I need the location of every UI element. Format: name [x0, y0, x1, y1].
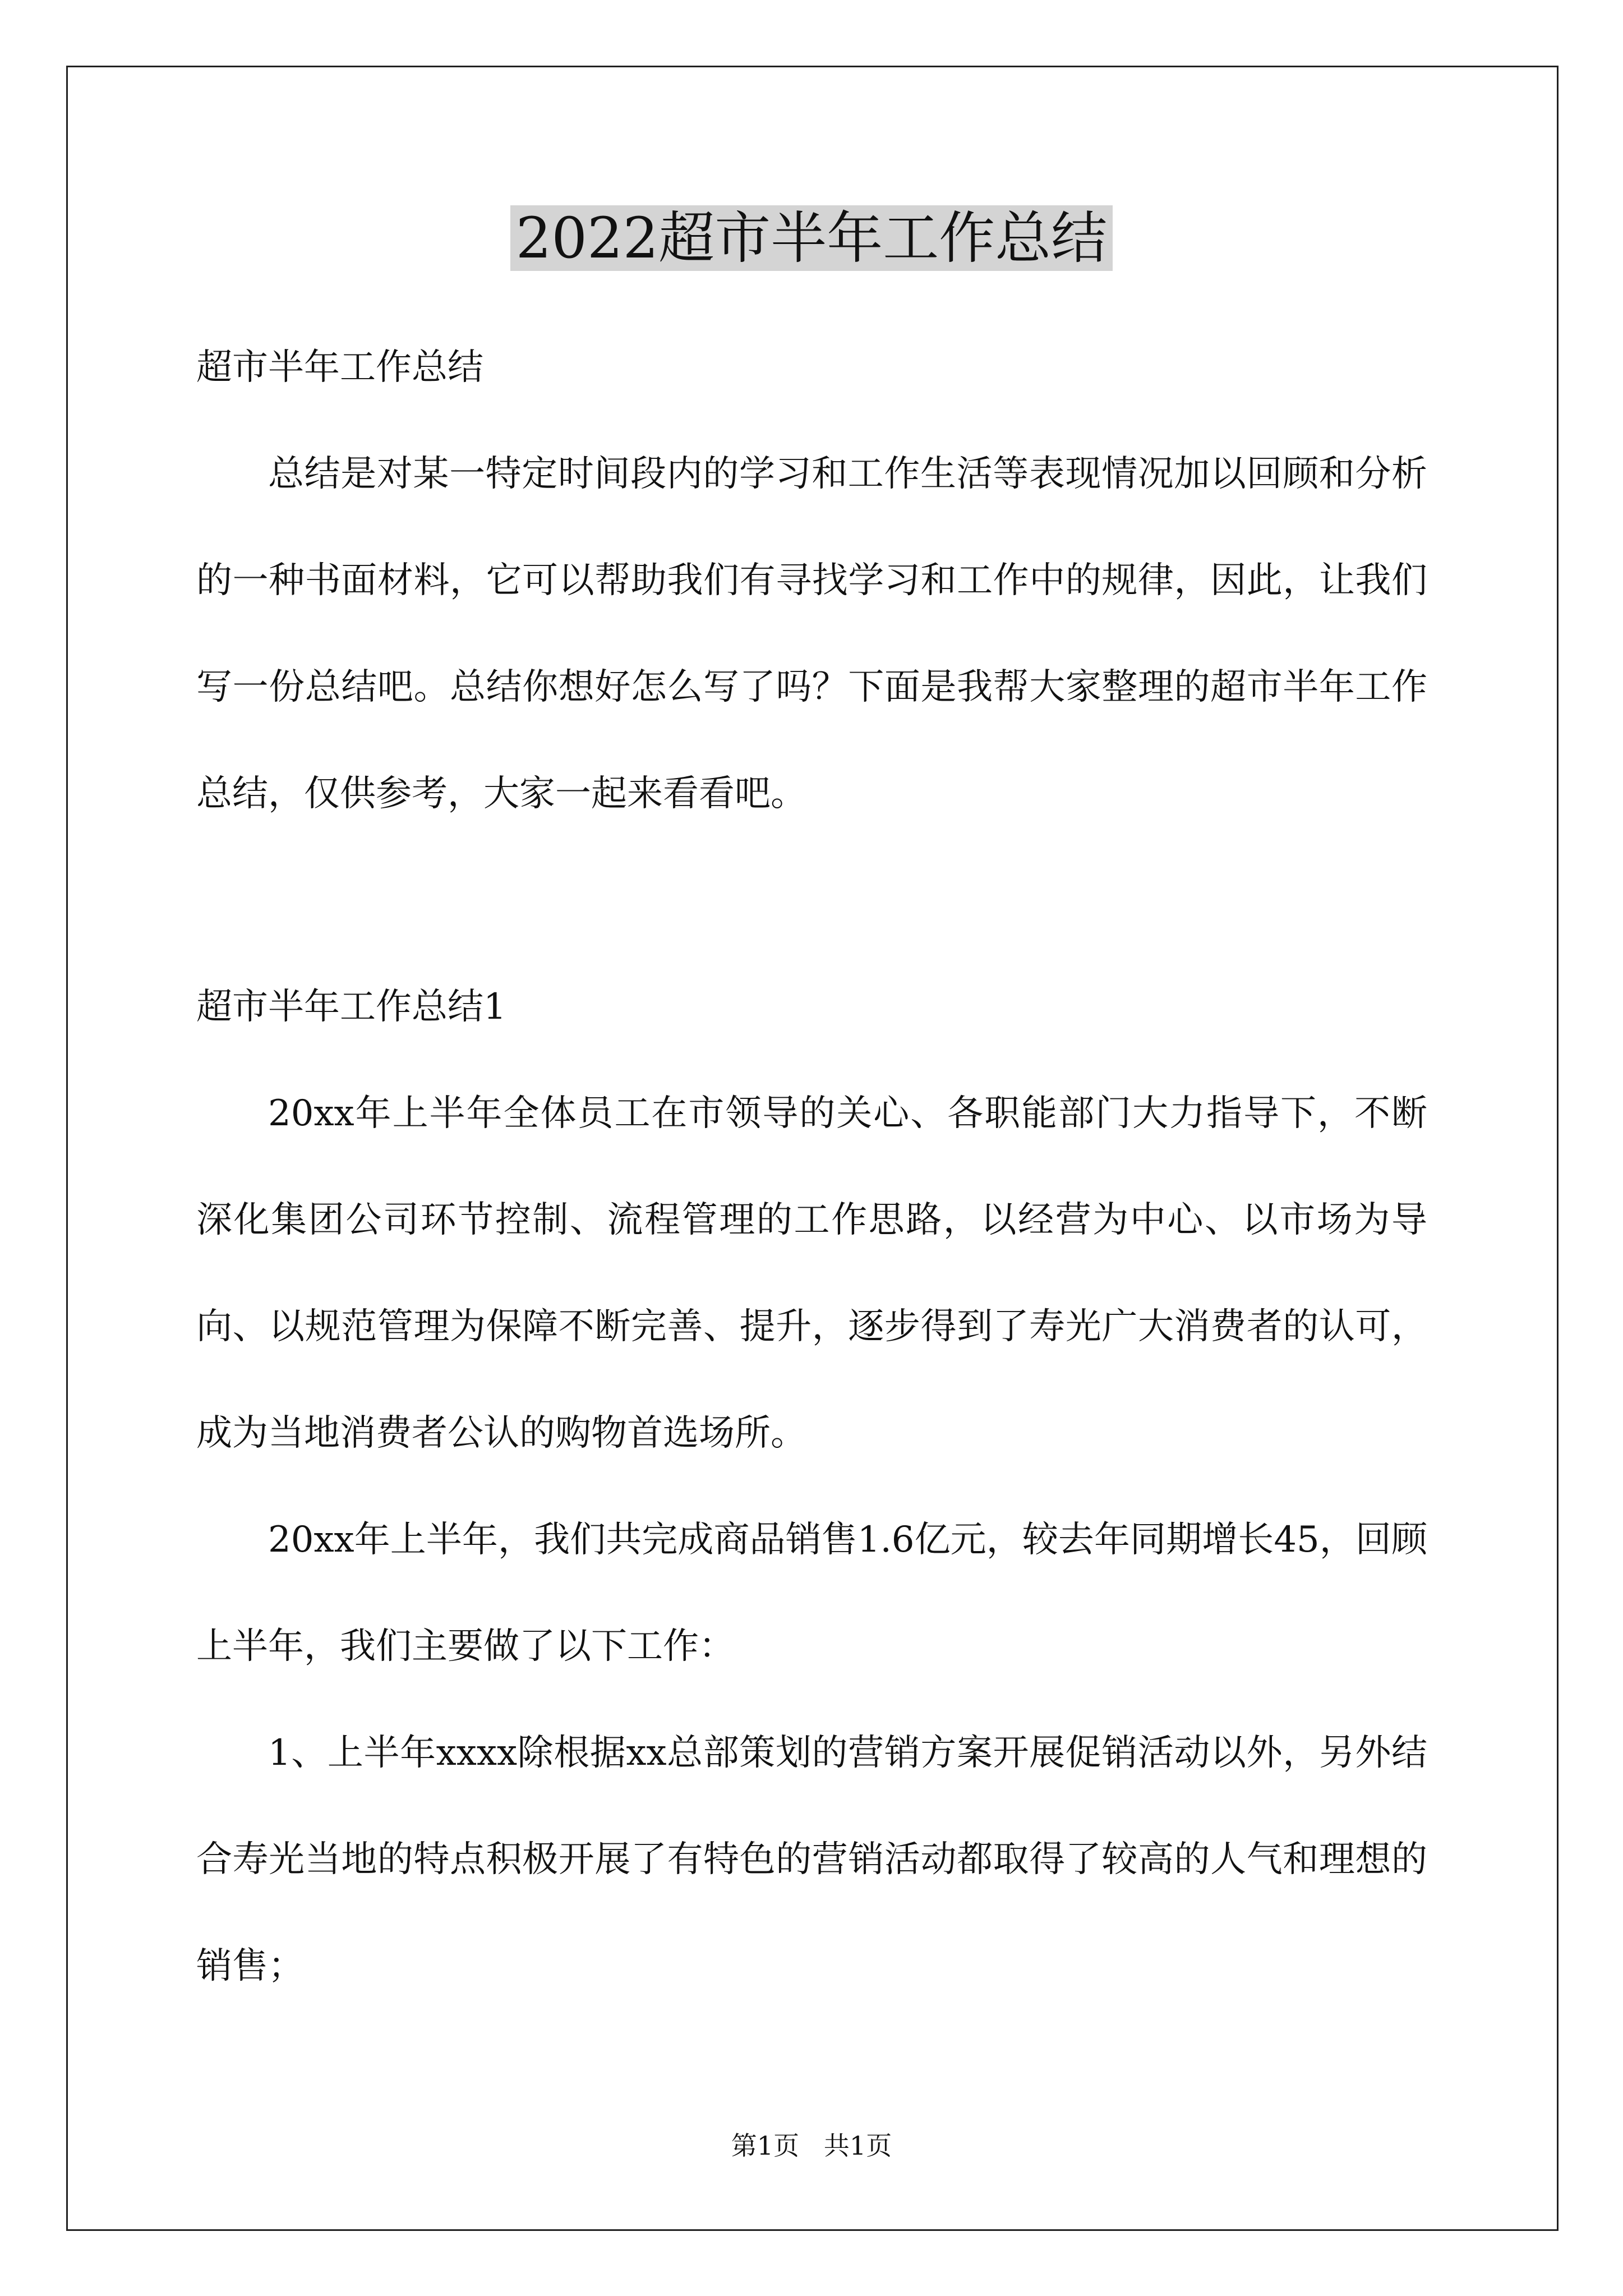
- section-heading: 超市半年工作总结1: [196, 986, 506, 1028]
- page-footer: 第1页 共1页: [731, 2131, 892, 2161]
- body-paragraph: 20xx年上半年，我们共完成商品销售1.6亿元，较去年同期增长45，回顾上半年，我们主要做了以下工作：: [196, 1519, 1427, 1667]
- document-title-text: 2022超市半年工作总结: [510, 205, 1113, 271]
- body-paragraph: 20xx年上半年全体员工在市领导的关心、各职能部门大力指导下，不断深化集团公司环节控制、流程管理的工作思路，以经营为中心、以市场为导向、以规范管理为保障不断完善、提升，逐步得到了寿光广大消费者的认可，成为当地消费者公认的购物首选场所。: [196, 1093, 1427, 1454]
- body-paragraph: 1、上半年xxxx除根据xx总部策划的营销方案开展促销活动以外，另外结合寿光当地的特点积极开展了有特色的营销活动都取得了较高的人气和理想的销售；: [196, 1732, 1427, 1987]
- document-subtitle: 超市半年工作总结: [196, 347, 483, 388]
- document-body: [196, 314, 1427, 2019]
- intro-paragraph: 总结是对某一特定时间段内的学习和工作生活等表现情况加以回顾和分析的一种书面材料，它可以帮助我们有寻找学习和工作中的规律，因此，让我们写一份总结吧。总结你想好怎么写了吗？下面是我帮大家整理的超市半年工作总结，仅供参考，大家一起来看看吧。: [196, 453, 1427, 815]
- paragraph-gap: [196, 847, 1427, 954]
- document-title: [0, 199, 1623, 278]
